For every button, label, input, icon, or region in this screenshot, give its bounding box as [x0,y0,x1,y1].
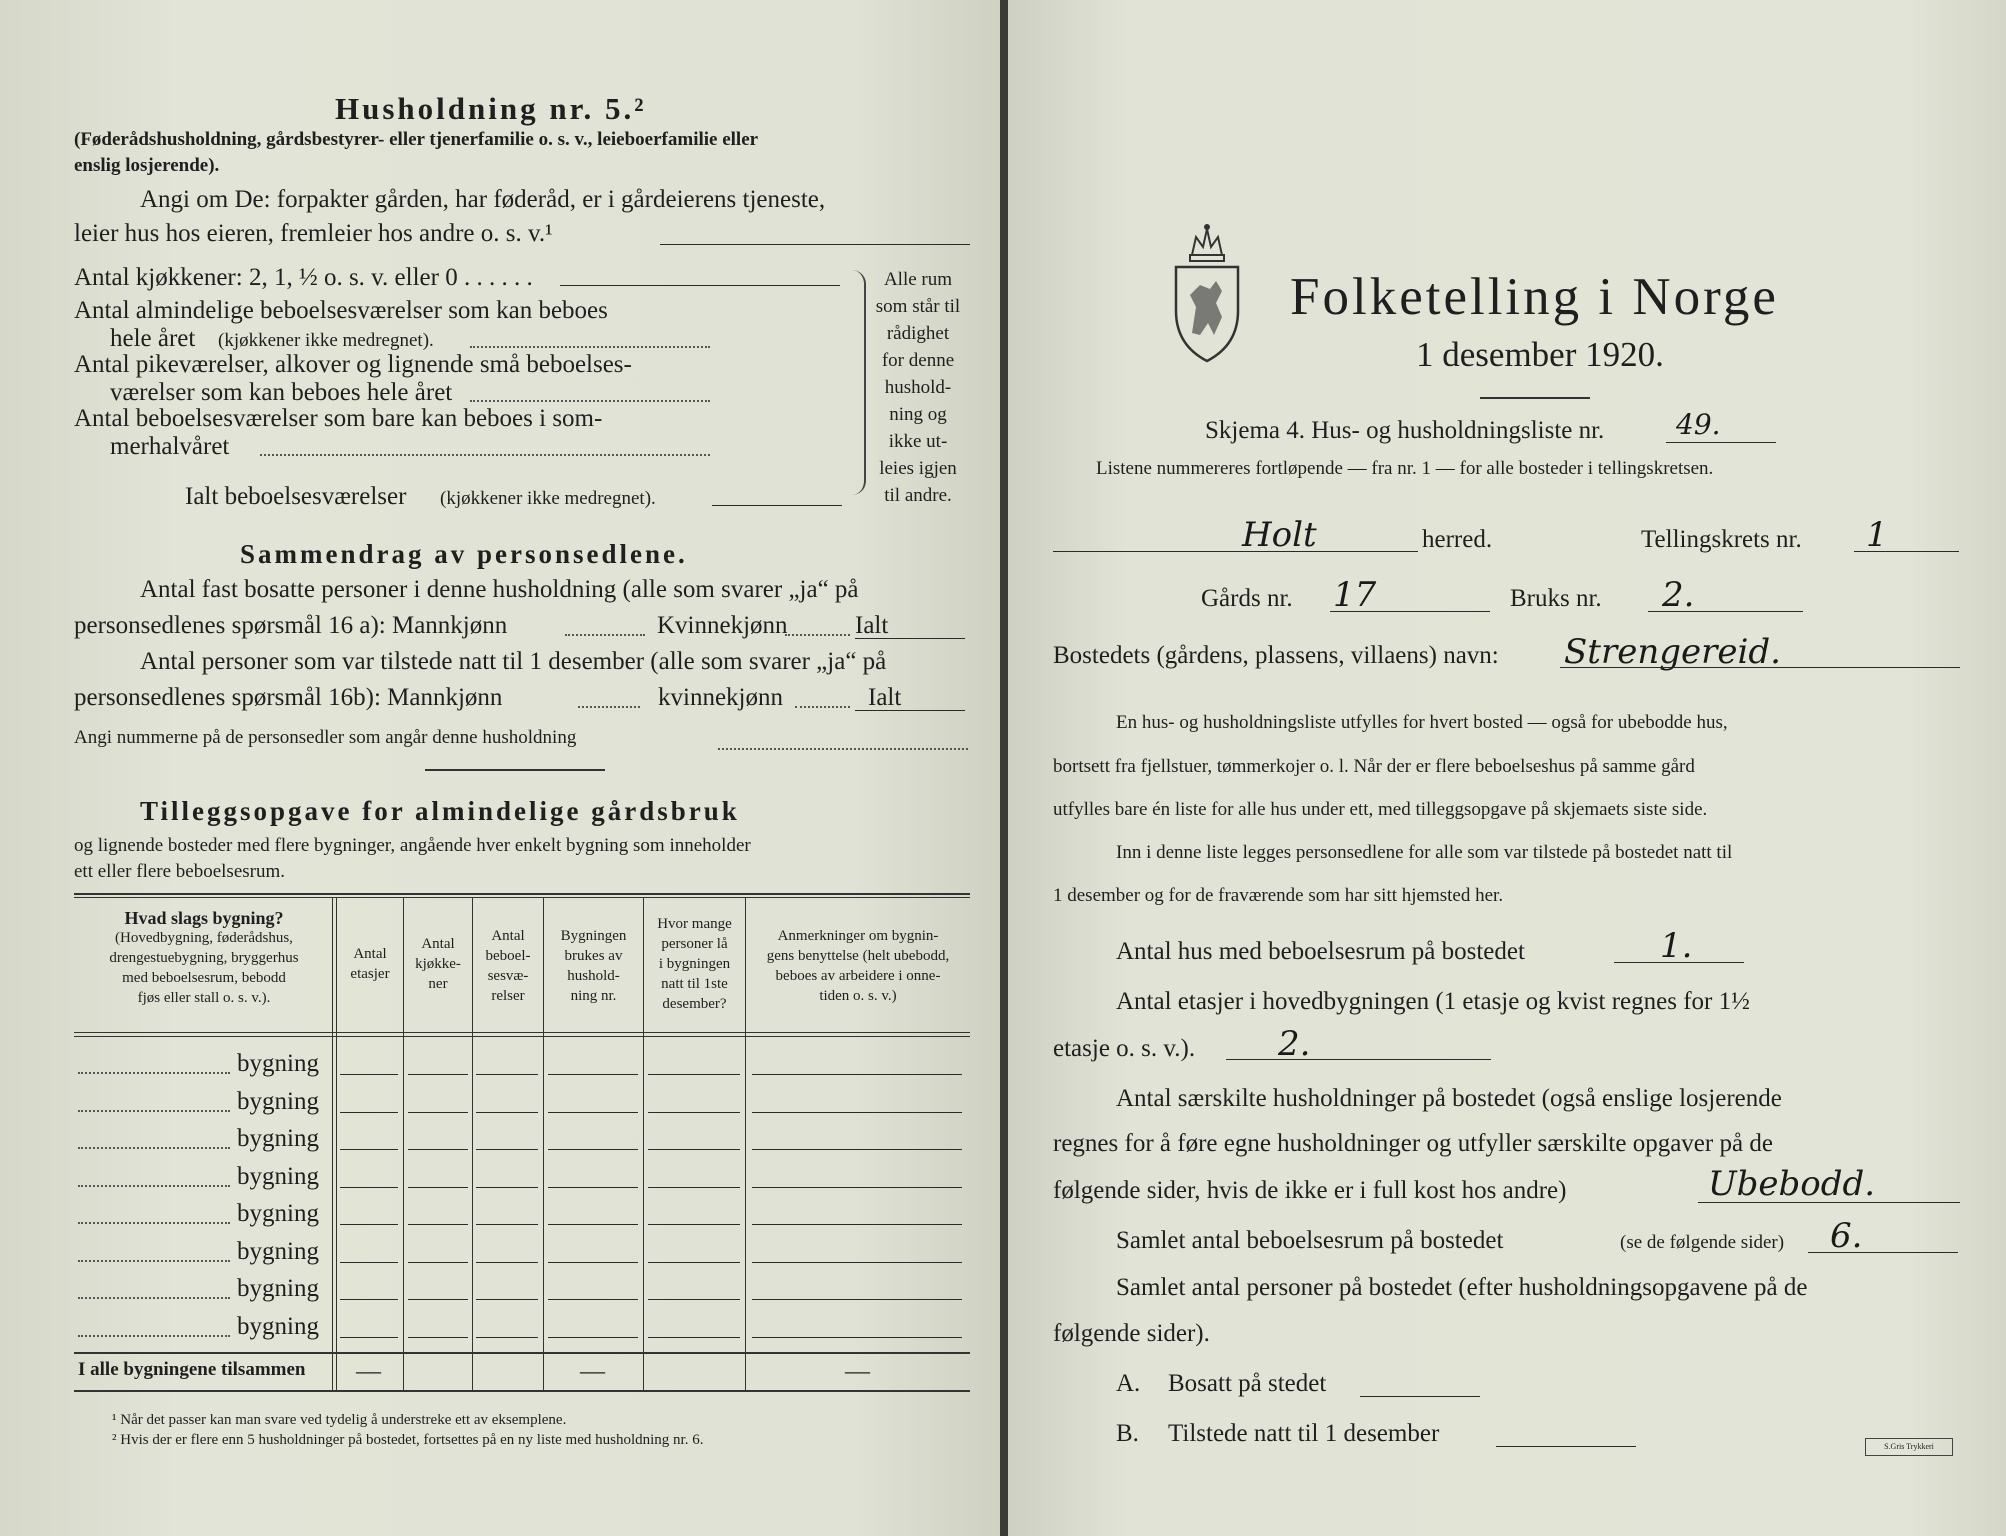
header-line: desember? [662,996,727,1012]
side-note-line: hushold- [884,377,952,398]
samlet-rum-label: Samlet antal beboelsesrum på bostedet [1116,1227,1504,1254]
etasjer-line-2: etasje o. s. v.). [1053,1035,1196,1062]
side-note-line: ikke ut- [888,431,948,452]
summary-q2: Antal personer som var tilstede natt til 1 desember (alle som svarer „ja“ på [140,648,887,675]
row-dots [78,1260,230,1262]
dots [260,454,710,456]
dots [795,706,850,708]
row-cell-line [752,1337,962,1338]
table-bottom [74,1390,970,1392]
footnote-1: ¹ Når det passer kan man svare ved tydelig å understreke ett av eksemplene. [112,1412,567,1428]
row-cell-line [648,1299,740,1300]
row-cell-line [648,1149,740,1150]
header-line: fjøs eller stall o. s. v.). [137,990,271,1006]
col-header-building [80,908,328,1008]
angi-answer-line [660,244,970,245]
row-cell-line [340,1262,398,1263]
header-line: brukes av [564,948,623,964]
hus-value: 1. [1660,926,1693,966]
side-note-line: for denne [881,350,955,371]
rooms-total: Ialt beboelsesværelser [185,483,407,510]
row-cell-line [548,1074,638,1075]
hush-line-2: regnes for å føre egne husholdninger og utfyller særskilte opgaver på de [1053,1130,1773,1157]
header-line: drengestuebygning, bryggerhus [109,950,299,966]
row-cell-line [476,1149,538,1150]
row-cell-line [648,1262,740,1263]
summary-title: Sammendrag av personsedlene. [240,539,688,569]
hush-value: Ubebodd. [1708,1164,1876,1204]
hus-line [1614,962,1744,963]
row-dots [78,1222,230,1224]
samlet-pers-line-2: følgende sider). [1053,1320,1210,1347]
side-note-line: til andre. [884,485,952,506]
header-line: natt til 1ste [661,976,728,992]
row-cell-line [648,1337,740,1338]
kitchens-question: Antal kjøkkener: 2, 1, ½ o. s. v. eller 0 . . . . . . [74,264,533,291]
etasjer-line-1: Antal etasjer i hovedbygningen (1 etasje og kvist regnes for 1½ [1116,988,1750,1015]
header-line: Bygningen [560,928,627,944]
total-dash: — [580,1358,605,1385]
header-line: relser [491,988,525,1004]
row-cell-line [408,1187,468,1188]
summary-q2-cont: personsedlenes spørsmål 16b): Mannkjønn [74,684,503,711]
dots [470,400,710,402]
summary-q3: Angi nummerne på de personsedler som angår denne husholdning [74,727,577,748]
row-cell-line [476,1262,538,1263]
intro-line-3: utfylles bare én liste for alle hus under ett, med tilleggsopgave på skjemaets siste side. [1053,799,1708,820]
header-line: Hvad slags bygning? [124,908,284,928]
col-header-etasjer [338,944,402,984]
intro-line-1: En hus- og husholdningsliste utfylles for hvert bosted — også for ubebodde hus, [1116,712,1728,733]
row-cell-line [340,1074,398,1075]
right-page [1008,0,2006,1536]
row-dots [78,1185,230,1187]
rooms-total-line [712,505,842,506]
row-label: bygning [237,1312,319,1340]
total-row-label: I alle bygningene tilsammen [78,1359,306,1380]
a-text: Bosatt på stedet [1168,1370,1327,1397]
summary-q1-ialt: Ialt [855,612,889,639]
row-dots [78,1335,230,1337]
row-cell-line [648,1074,740,1075]
row-label: bygning [237,1275,319,1302]
hus-label: Antal hus med beboelsesrum på bostedet [1116,938,1525,965]
household-subtitle: (Føderådshusholdning, gårdsbestyrer- eller tjenerfamilie o. s. v., leieboerfamilie eller [74,129,759,150]
side-note-text [866,266,970,509]
table-total-top [74,1352,970,1354]
gards-value: 17 [1333,575,1377,615]
household-title: Husholdning nr. 5.² [335,91,647,126]
col-header-kjokkener [404,934,472,994]
bosted-label: Bostedets (gårdens, plassens, villaens) navn: [1053,642,1499,669]
kitchens-answer-line [560,285,840,286]
angi-line-2: leier hus hos eieren, fremleier hos andre o. s. v.¹ [74,220,553,247]
row-cell-line [752,1299,962,1300]
row-label: bygning [237,1050,319,1077]
bosted-value: Strengereid. [1564,632,1781,672]
row-dots [78,1110,230,1112]
col-header-husholdning [544,926,643,1006]
col-sep [332,897,333,1390]
row-cell-line [548,1112,638,1113]
bruks-value: 2. [1662,575,1695,615]
samlet-rum-value: 6. [1830,1216,1863,1256]
row-label: bygning [237,1125,319,1152]
row-cell-line [408,1299,468,1300]
dots [785,634,850,636]
side-note-line: rådighet [886,323,950,344]
row-cell-line [648,1112,740,1113]
row-dots [78,1072,230,1074]
angi-line-1: Angi om De: forpakter gården, har føderåd, er i gårdeierens tjeneste, [140,186,826,213]
rooms-q2: Antal pikeværelser, alkover og lignende små beboelses- [74,351,632,378]
table-top-2 [74,897,970,898]
header-line: tiden o. s. v.) [819,988,897,1004]
main-date: 1 desember 1920. [1416,335,1664,374]
brace [852,270,866,495]
header-line: Antal [421,936,455,952]
header-line: Antal [353,946,387,962]
row-cell-line [752,1224,962,1225]
gards-label: Gårds nr. [1201,585,1293,612]
rooms-q1: Antal almindelige beboelsesværelser som kan beboes [74,297,608,324]
side-note-line: ning og [889,404,947,425]
hush-line [1698,1202,1960,1203]
numbering-note: Listene nummereres fortløpende — fra nr. 1 — for alle bosteder i tellingskretsen. [1096,458,1714,479]
col-header-anmerkninger [746,926,970,1006]
rooms-q1-cont: hele året [110,325,196,352]
skjema-label: Skjema 4. Hus- og husholdningsliste nr. [1205,417,1605,444]
title-divider [1480,397,1590,399]
row-cell-line [752,1149,962,1150]
herred-label: herred. [1422,526,1493,553]
summary-q1: Antal fast bosatte personer i denne husholdning (alle som svarer „ja“ på [140,576,859,603]
summary-q1-kvinne: Kvinnekjønn [657,612,788,639]
header-line: Anmerkninger om bygnin- [777,928,939,944]
row-cell-line [476,1187,538,1188]
header-line: kjøkke- [415,956,461,972]
row-cell-line [548,1262,638,1263]
header-line: beboes av arbeidere i onne- [775,968,941,984]
table-header-bottom-2 [74,1036,970,1037]
tellingskrets-label: Tellingskrets nr. [1641,526,1802,553]
side-note-line: Alle rum [883,269,953,290]
row-cell-line [752,1074,962,1075]
side-note [866,266,970,509]
row-cell-line [548,1299,638,1300]
table-header-bottom [74,1032,970,1033]
page-gutter [1000,0,1008,1536]
header-line: personer lå [661,936,728,952]
header-line: gens benyttelse (helt ubebodd, [766,948,950,964]
summary-q2-total-line [855,710,965,711]
printer-stamp: S.Gris Trykkeri [1865,1438,1953,1456]
row-cell-line [408,1112,468,1113]
samlet-rum-note: (se de følgende sider) [1620,1232,1785,1253]
tillegg-desc-cont: ett eller flere beboelsesrum. [74,861,286,882]
col-header-vaerelser [473,926,543,1006]
row-cell-line [476,1299,538,1300]
etasjer-value: 2. [1278,1024,1311,1064]
total-dash: — [845,1358,870,1385]
col-header-personer [644,914,745,1014]
coat-of-arms-icon [1170,215,1244,365]
row-cell-line [340,1224,398,1225]
row-cell-line [340,1149,398,1150]
bruks-line [1648,611,1803,612]
dots [565,634,645,636]
row-dots [78,1297,230,1299]
row-dots [78,1147,230,1149]
summary-q2-ialt: Ialt [868,684,902,711]
header-line: beboel- [485,948,531,964]
header-line: Antal [491,928,525,944]
row-cell-line [340,1187,398,1188]
a-label: A. [1116,1370,1141,1397]
dots [578,706,640,708]
intro-line-2: bortsett fra fjellstuer, tømmerkojer o. l. Når der er flere beboelseshus på samme gård [1053,756,1695,777]
samlet-pers-line-1: Samlet antal personer på bostedet (efter husholdningsopgavene på de [1116,1274,1808,1301]
row-cell-line [408,1337,468,1338]
row-cell-line [548,1224,638,1225]
row-cell-line [752,1187,962,1188]
a-line [1360,1396,1480,1397]
footnote-2: ² Hvis der er flere enn 5 husholdninger på bostedet, fortsettes på en ny liste med husholdning nr. 6. [112,1432,704,1448]
row-cell-line [548,1337,638,1338]
row-label: bygning [237,1162,319,1190]
row-cell-line [548,1187,638,1188]
header-line: sesvæ- [487,968,529,984]
col-sep [336,897,337,1390]
intro-line-5: 1 desember og for de fraværende som har sitt hjemsted her. [1053,885,1504,906]
tellingskrets-line [1854,551,1959,552]
b-label: B. [1116,1420,1139,1447]
tillegg-title: Tilleggsopgave for almindelige gårdsbruk [140,796,740,826]
header-line: ning nr. [570,988,617,1004]
table-top [74,893,970,895]
row-cell-line [340,1112,398,1113]
row-cell-line [476,1224,538,1225]
row-cell-line [476,1337,538,1338]
bosted-line [1560,667,1960,668]
divider [425,769,605,771]
herred-line [1053,551,1418,552]
summary-q1-total-line [855,638,965,639]
row-label: bygning [237,1200,319,1227]
skjema-number: 49. [1676,408,1721,441]
row-cell-line [408,1149,468,1150]
bruks-label: Bruks nr. [1510,585,1602,612]
household-subtitle-cont: enslig losjerende). [74,155,220,176]
dots [470,346,710,348]
row-cell-line [340,1337,398,1338]
hush-line-1: Antal særskilte husholdninger på bostedet (også enslige losjerende [1116,1085,1782,1112]
rooms-total-note: (kjøkkener ikke medregnet). [440,488,656,509]
side-note-line: som står til [875,296,961,317]
row-label: bygning [237,1237,319,1265]
samlet-rum-line [1808,1252,1958,1253]
header-line: i bygningen [658,956,731,972]
row-cell-line [408,1224,468,1225]
row-cell-line [548,1149,638,1150]
dots [718,748,968,750]
b-text: Tilstede natt til 1 desember [1168,1420,1440,1447]
rooms-q2-cont: værelser som kan beboes hele året [110,379,453,406]
rooms-q3-cont: merhalvåret [110,433,230,460]
summary-q1-cont: personsedlenes spørsmål 16 a): Mannkjønn [74,612,508,639]
header-line: hushold- [567,968,620,984]
row-cell-line [340,1299,398,1300]
header-line: Hvor mange [657,916,732,932]
row-cell-line [648,1187,740,1188]
summary-q2-kvinne: kvinnekjønn [658,684,783,711]
row-cell-line [476,1074,538,1075]
left-page [0,0,1000,1536]
rooms-q3: Antal beboelsesværelser som bare kan beboes i som- [74,405,603,432]
row-cell-line [408,1262,468,1263]
gards-line [1330,611,1490,612]
tillegg-desc: og lignende bosteder med flere bygninger, angående hver enkelt bygning som inneholder [74,835,751,856]
row-cell-line [752,1112,962,1113]
skjema-line [1666,442,1776,443]
row-cell-line [408,1074,468,1075]
hush-line-3: følgende sider, hvis de ikke er i full kost hos andre) [1053,1177,1567,1204]
total-dash: — [356,1358,381,1385]
rooms-q1-note: (kjøkkener ikke medregnet). [218,330,434,351]
row-cell-line [476,1112,538,1113]
header-line: med beboelsesrum, bebodd [122,970,286,986]
header-line: (Hovedbygning, føderådshus, [115,930,293,946]
herred-value: Holt [1242,515,1317,555]
intro-line-4: Inn i denne liste legges personsedlene for alle som var tilstede på bostedet natt til [1116,842,1733,863]
row-label: bygning [237,1087,319,1115]
row-cell-line [648,1224,740,1225]
header-line: ner [428,976,448,992]
etasjer-line [1226,1059,1491,1060]
b-line [1496,1446,1636,1447]
tellingskrets-value: 1 [1866,515,1888,555]
side-note-line: leies igjen [879,458,957,479]
header-line: etasjer [350,966,390,982]
main-title: Folketelling i Norge [1290,268,1779,326]
row-cell-line [752,1262,962,1263]
